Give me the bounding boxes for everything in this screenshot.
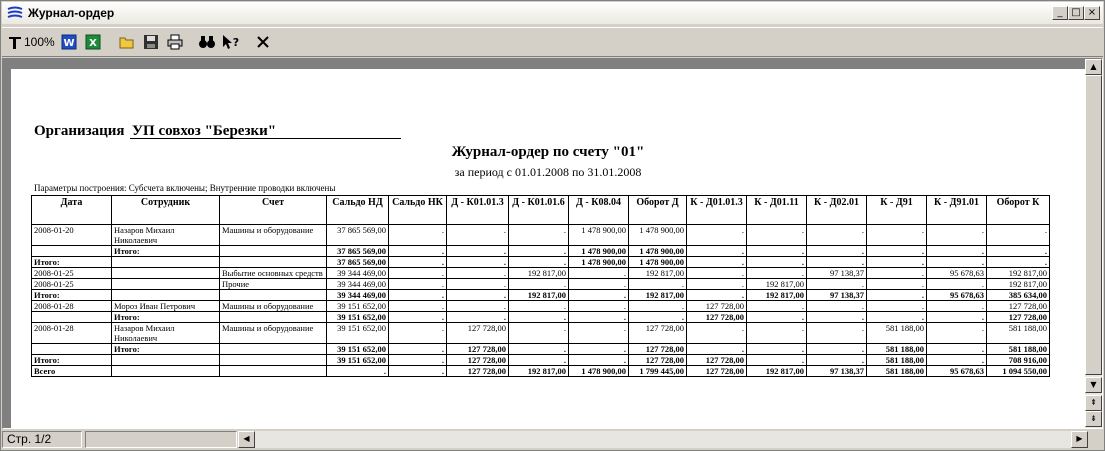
table-cell: . bbox=[509, 355, 569, 366]
table-cell: . bbox=[927, 225, 987, 246]
table-cell: . bbox=[927, 246, 987, 257]
table-cell bbox=[220, 366, 327, 377]
table-cell: Всего bbox=[32, 366, 112, 377]
table-cell: . bbox=[927, 279, 987, 290]
table-cell: . bbox=[687, 279, 747, 290]
table-cell: 1 799 445,00 bbox=[629, 366, 687, 377]
table-cell: . bbox=[807, 225, 867, 246]
table-row bbox=[32, 246, 1050, 257]
table-row bbox=[32, 312, 1050, 323]
organization-underline bbox=[130, 138, 401, 139]
table-cell: . bbox=[447, 312, 509, 323]
table-body bbox=[32, 225, 1050, 377]
column-header: Д - К01.01.6 bbox=[509, 196, 569, 225]
print-button[interactable] bbox=[165, 31, 185, 53]
table-cell: 127 728,00 bbox=[987, 301, 1050, 312]
table-cell: . bbox=[327, 366, 389, 377]
window-title: Журнал-ордер bbox=[28, 6, 115, 20]
column-header: Д - К01.01.3 bbox=[447, 196, 509, 225]
table-cell: . bbox=[927, 344, 987, 355]
report-title: Журнал-ордер по счету "01" bbox=[451, 144, 645, 160]
table-cell: . bbox=[447, 279, 509, 290]
column-header: К - Д02.01 bbox=[807, 196, 867, 225]
table-row bbox=[32, 225, 1050, 246]
table-cell: . bbox=[569, 301, 629, 312]
table-cell: 581 188,00 bbox=[867, 366, 927, 377]
table-cell: . bbox=[569, 344, 629, 355]
maximize-button[interactable]: □ bbox=[1068, 6, 1084, 20]
close-report-button[interactable] bbox=[253, 31, 273, 53]
table-cell bbox=[220, 355, 327, 366]
table-cell bbox=[112, 366, 220, 377]
table-cell: 1 478 900,00 bbox=[569, 225, 629, 246]
column-header: Д - К08.04 bbox=[569, 196, 629, 225]
table-cell: 2008-01-20 bbox=[32, 225, 112, 246]
column-header: Дата bbox=[32, 196, 112, 225]
table-cell: 2008-01-28 bbox=[32, 301, 112, 312]
table-cell: . bbox=[987, 225, 1050, 246]
table-row bbox=[32, 290, 1050, 301]
table-cell: . bbox=[447, 301, 509, 312]
status-bar bbox=[2, 429, 1103, 450]
table-cell: . bbox=[509, 225, 569, 246]
table-cell: 39 151 652,00 bbox=[327, 344, 389, 355]
table-cell: . bbox=[509, 257, 569, 268]
table-cell: . bbox=[927, 312, 987, 323]
table-cell: 37 865 569,00 bbox=[327, 225, 389, 246]
scroll-up-button[interactable]: ▲ bbox=[1085, 59, 1102, 75]
table-cell: . bbox=[867, 225, 927, 246]
table-cell: . bbox=[747, 344, 807, 355]
table-cell: . bbox=[447, 246, 509, 257]
table-cell: 385 634,00 bbox=[987, 290, 1050, 301]
table-cell: . bbox=[509, 301, 569, 312]
table-cell: . bbox=[569, 312, 629, 323]
table-cell bbox=[112, 279, 220, 290]
table-cell: Итого: bbox=[32, 290, 112, 301]
table-cell: 708 916,00 bbox=[987, 355, 1050, 366]
table-cell: . bbox=[927, 301, 987, 312]
table-cell: . bbox=[807, 246, 867, 257]
table-cell: . bbox=[447, 257, 509, 268]
table-cell: . bbox=[389, 246, 447, 257]
table-cell: 39 151 652,00 bbox=[327, 323, 389, 344]
table-cell: 127 728,00 bbox=[987, 312, 1050, 323]
table-cell: . bbox=[389, 290, 447, 301]
scroll-right-button[interactable]: ▶ bbox=[1071, 431, 1088, 448]
page-up-button[interactable]: ⇞ bbox=[1085, 395, 1102, 411]
table-row bbox=[32, 323, 1050, 344]
table-cell: Машины и оборудование bbox=[220, 323, 327, 344]
help-button[interactable] bbox=[221, 31, 241, 53]
organization-label: Организация bbox=[34, 123, 125, 139]
table-cell: 192 817,00 bbox=[987, 279, 1050, 290]
table-cell: Итого: bbox=[112, 312, 220, 323]
table-cell: . bbox=[747, 323, 807, 344]
table-cell: 37 865 569,00 bbox=[327, 257, 389, 268]
column-header: К - Д01.01.3 bbox=[687, 196, 747, 225]
table-cell: . bbox=[389, 268, 447, 279]
table-cell: . bbox=[509, 312, 569, 323]
table-cell: 39 344 469,00 bbox=[327, 290, 389, 301]
organization-name: УП совхоз "Березки" bbox=[132, 123, 277, 139]
printer-icon bbox=[167, 34, 183, 50]
table-header bbox=[32, 196, 1050, 225]
table-cell: 127 728,00 bbox=[687, 312, 747, 323]
table-cell: . bbox=[389, 301, 447, 312]
table-cell: 192 817,00 bbox=[629, 268, 687, 279]
table-cell: . bbox=[629, 312, 687, 323]
svg-text:X: X bbox=[88, 38, 97, 49]
table-cell: Мороз Иван Петрович bbox=[112, 301, 220, 312]
table-cell: 97 138,37 bbox=[807, 268, 867, 279]
scroll-down-button[interactable]: ▼ bbox=[1085, 377, 1102, 393]
table-cell: . bbox=[867, 290, 927, 301]
table-cell: 192 817,00 bbox=[747, 290, 807, 301]
column-header: К - Д01.11 bbox=[747, 196, 807, 225]
column-header: Сотрудник bbox=[112, 196, 220, 225]
table-cell: Итого: bbox=[32, 257, 112, 268]
excel-icon bbox=[85, 34, 101, 50]
svg-text:?: ? bbox=[232, 36, 239, 49]
column-header: Счет bbox=[220, 196, 327, 225]
app-icon bbox=[6, 5, 24, 21]
table-cell: 1 478 900,00 bbox=[629, 246, 687, 257]
table-cell: 95 678,63 bbox=[927, 290, 987, 301]
table-cell bbox=[32, 344, 112, 355]
table-cell: 581 188,00 bbox=[867, 355, 927, 366]
table-cell: 2008-01-25 bbox=[32, 279, 112, 290]
table-cell: . bbox=[569, 268, 629, 279]
table-cell: 581 188,00 bbox=[867, 344, 927, 355]
table-cell: 1 478 900,00 bbox=[569, 366, 629, 377]
table-cell: . bbox=[747, 257, 807, 268]
table-cell: 39 151 652,00 bbox=[327, 312, 389, 323]
table-cell: . bbox=[807, 279, 867, 290]
table-cell: . bbox=[687, 246, 747, 257]
table-cell: . bbox=[509, 246, 569, 257]
table-cell: . bbox=[389, 312, 447, 323]
table-cell: . bbox=[867, 279, 927, 290]
table-cell: 192 817,00 bbox=[509, 290, 569, 301]
table-row bbox=[32, 268, 1050, 279]
table-cell: . bbox=[389, 355, 447, 366]
table-cell bbox=[32, 312, 112, 323]
table-cell bbox=[112, 268, 220, 279]
table-cell: . bbox=[687, 290, 747, 301]
table-cell: . bbox=[629, 301, 687, 312]
table-cell: . bbox=[927, 323, 987, 344]
table-cell: 127 728,00 bbox=[447, 355, 509, 366]
table-cell: . bbox=[747, 225, 807, 246]
table-cell: . bbox=[569, 279, 629, 290]
export-excel-button[interactable] bbox=[83, 31, 103, 53]
table-cell: . bbox=[389, 366, 447, 377]
table-cell: . bbox=[987, 246, 1050, 257]
table-cell: 95 678,63 bbox=[927, 268, 987, 279]
table-cell bbox=[220, 344, 327, 355]
save-button[interactable] bbox=[141, 31, 161, 53]
table-cell: 192 817,00 bbox=[987, 268, 1050, 279]
minimize-button[interactable]: _ bbox=[1052, 6, 1068, 20]
table-cell: . bbox=[987, 257, 1050, 268]
table-cell: 1 094 550,00 bbox=[987, 366, 1050, 377]
table-cell: . bbox=[747, 268, 807, 279]
table-cell: 127 728,00 bbox=[629, 344, 687, 355]
table-cell: Итого: bbox=[112, 246, 220, 257]
table-cell: . bbox=[867, 268, 927, 279]
table-cell bbox=[112, 257, 220, 268]
table-cell: . bbox=[687, 225, 747, 246]
table-cell: . bbox=[389, 344, 447, 355]
column-header: К - Д91.01 bbox=[927, 196, 987, 225]
table-cell: Выбытие основных средств bbox=[220, 268, 327, 279]
journal-table bbox=[31, 195, 1050, 377]
help-pointer-icon bbox=[222, 34, 240, 50]
binoculars-icon bbox=[198, 34, 216, 50]
table-row bbox=[32, 257, 1050, 268]
table-cell: 127 728,00 bbox=[687, 301, 747, 312]
horizontal-scrollbar[interactable] bbox=[238, 431, 1088, 448]
table-cell bbox=[220, 290, 327, 301]
table-cell: . bbox=[867, 301, 927, 312]
scroll-left-button[interactable]: ◀ bbox=[238, 431, 255, 448]
page-indicator: Стр. 1/2 bbox=[2, 431, 82, 448]
table-cell: 1 478 900,00 bbox=[569, 257, 629, 268]
table-cell: 127 728,00 bbox=[447, 366, 509, 377]
table-cell: 2008-01-25 bbox=[32, 268, 112, 279]
export-word-button[interactable] bbox=[59, 31, 79, 53]
table-cell: . bbox=[807, 312, 867, 323]
table-cell: 127 728,00 bbox=[629, 355, 687, 366]
table-cell: . bbox=[509, 279, 569, 290]
table-row bbox=[32, 279, 1050, 290]
report-params: Параметры построения: Субсчета включены; Внутренние проводки включены bbox=[34, 183, 336, 193]
zoom-label: 100% bbox=[24, 35, 55, 49]
table-cell: . bbox=[447, 225, 509, 246]
table-cell: 192 817,00 bbox=[509, 366, 569, 377]
table-cell: . bbox=[687, 268, 747, 279]
vertical-scrollbar[interactable] bbox=[1085, 59, 1102, 428]
table-cell: 39 344 469,00 bbox=[327, 279, 389, 290]
table-cell: . bbox=[867, 312, 927, 323]
table-cell: . bbox=[747, 301, 807, 312]
folder-open-icon bbox=[119, 34, 135, 50]
save-icon bbox=[143, 34, 159, 50]
report-period: за период с 01.01.2008 по 31.01.2008 bbox=[454, 165, 642, 179]
zoom-button[interactable] bbox=[8, 31, 55, 53]
table-cell: 37 865 569,00 bbox=[327, 246, 389, 257]
table-cell: 127 728,00 bbox=[629, 323, 687, 344]
table-cell: . bbox=[927, 257, 987, 268]
open-button[interactable] bbox=[117, 31, 137, 53]
table-cell bbox=[32, 246, 112, 257]
column-header: Оборот Д bbox=[629, 196, 687, 225]
word-icon bbox=[61, 34, 77, 50]
table-cell: 127 728,00 bbox=[687, 355, 747, 366]
table-cell: . bbox=[807, 323, 867, 344]
table-cell: Назаров Михаил Николаевич bbox=[112, 225, 220, 246]
table-cell: . bbox=[447, 268, 509, 279]
table-cell: 192 817,00 bbox=[747, 279, 807, 290]
table-cell: 1 478 900,00 bbox=[629, 257, 687, 268]
table-cell: 127 728,00 bbox=[447, 323, 509, 344]
table-cell bbox=[220, 312, 327, 323]
table-cell: . bbox=[509, 323, 569, 344]
table-cell: . bbox=[687, 323, 747, 344]
table-cell: . bbox=[389, 225, 447, 246]
table-cell: . bbox=[807, 355, 867, 366]
table-cell: . bbox=[687, 344, 747, 355]
table-cell: 581 188,00 bbox=[987, 323, 1050, 344]
toolbar bbox=[2, 27, 1103, 57]
report-viewport bbox=[2, 58, 1103, 429]
table-cell: 2008-01-28 bbox=[32, 323, 112, 344]
table-cell: . bbox=[687, 257, 747, 268]
table-cell: . bbox=[389, 323, 447, 344]
table-cell: . bbox=[807, 344, 867, 355]
column-header: К - Д91 bbox=[867, 196, 927, 225]
column-header: Сальдо НД bbox=[327, 196, 389, 225]
close-button[interactable]: × bbox=[1084, 6, 1100, 20]
table-cell: 39 151 652,00 bbox=[327, 355, 389, 366]
table-cell: . bbox=[747, 355, 807, 366]
table-cell: 39 344 469,00 bbox=[327, 268, 389, 279]
table-cell: 192 817,00 bbox=[629, 290, 687, 301]
table-cell: . bbox=[867, 246, 927, 257]
table-cell: . bbox=[747, 312, 807, 323]
table-cell: . bbox=[867, 257, 927, 268]
table-cell: Итого: bbox=[112, 344, 220, 355]
table-cell: . bbox=[569, 323, 629, 344]
table-cell bbox=[220, 246, 327, 257]
table-cell: . bbox=[807, 301, 867, 312]
table-cell: 127 728,00 bbox=[687, 366, 747, 377]
table-cell: . bbox=[629, 279, 687, 290]
scroll-thumb[interactable] bbox=[1085, 75, 1102, 375]
svg-text:W: W bbox=[63, 38, 75, 49]
table-cell: Машины и оборудование bbox=[220, 225, 327, 246]
find-button[interactable] bbox=[197, 31, 217, 53]
table-cell: Назаров Михаил Николаевич bbox=[112, 323, 220, 344]
table-cell bbox=[112, 355, 220, 366]
table-cell: . bbox=[807, 257, 867, 268]
table-cell: . bbox=[389, 257, 447, 268]
zoom-icon bbox=[8, 34, 22, 50]
table-cell bbox=[220, 257, 327, 268]
table-cell: Прочие bbox=[220, 279, 327, 290]
table-cell: 581 188,00 bbox=[867, 323, 927, 344]
table-row bbox=[32, 366, 1050, 377]
table-row bbox=[32, 355, 1050, 366]
report-page bbox=[11, 69, 1085, 429]
table-cell: 1 478 900,00 bbox=[569, 246, 629, 257]
table-cell: 192 817,00 bbox=[747, 366, 807, 377]
table-cell: . bbox=[569, 290, 629, 301]
table-cell bbox=[112, 290, 220, 301]
table-cell: . bbox=[927, 355, 987, 366]
table-cell: Машины и оборудование bbox=[220, 301, 327, 312]
table-cell: Итого: bbox=[32, 355, 112, 366]
status-panel bbox=[85, 431, 237, 448]
table-cell: . bbox=[747, 246, 807, 257]
column-header: Оборот К bbox=[987, 196, 1050, 225]
table-cell: 1 478 900,00 bbox=[629, 225, 687, 246]
close-icon bbox=[256, 35, 270, 49]
table-cell: 39 151 652,00 bbox=[327, 301, 389, 312]
table-row bbox=[32, 301, 1050, 312]
table-cell: 581 188,00 bbox=[987, 344, 1050, 355]
table-cell: 97 138,37 bbox=[807, 290, 867, 301]
table-cell: 95 678,63 bbox=[927, 366, 987, 377]
table-cell: 127 728,00 bbox=[447, 344, 509, 355]
table-cell: . bbox=[569, 355, 629, 366]
page-down-button[interactable]: ⇟ bbox=[1085, 411, 1102, 427]
table-cell: 192 817,00 bbox=[509, 268, 569, 279]
table-cell: 97 138,37 bbox=[807, 366, 867, 377]
table-row bbox=[32, 344, 1050, 355]
table-cell: . bbox=[447, 290, 509, 301]
title-bar bbox=[2, 2, 1103, 24]
table-cell: . bbox=[389, 279, 447, 290]
table-cell: . bbox=[509, 344, 569, 355]
column-header: Сальдо НК bbox=[389, 196, 447, 225]
